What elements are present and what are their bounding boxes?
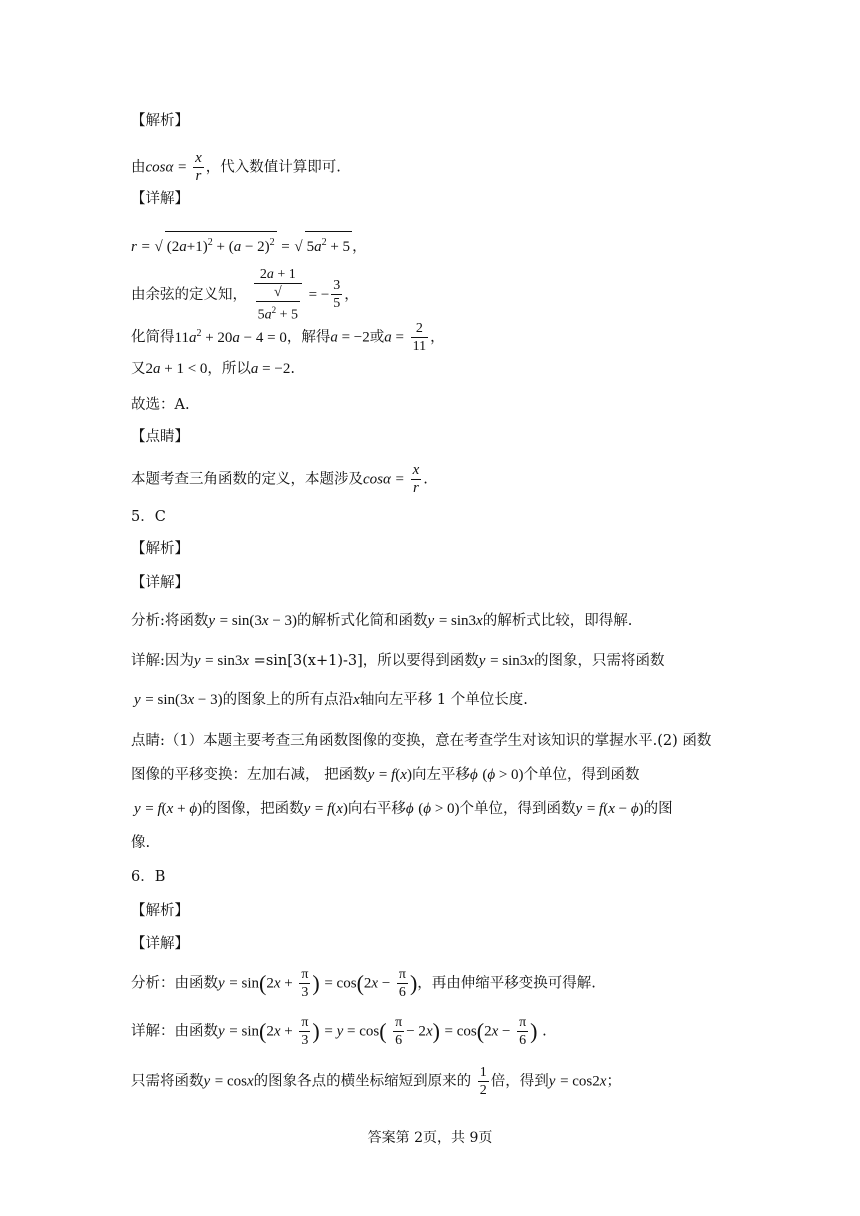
math-line: 详解：由函数y = sin(2x + $\frac{\pi}{3}$ ) = y = cos( $\frac{\pi}{6}$ − 2x) = cos(2x − $\frac{\pi}{6}$ ) . [131,1015,547,1048]
question-number: 6．B [131,869,166,885]
math-line: 只需将函数y = cosx的图象各点的横坐标缩短到原来的 $\frac{1}{2}$ 倍，得到y = cos2x； [131,1065,621,1098]
math-line: 又2a + 1 < 0，所以a = −2. [131,361,295,377]
section-label-detail: 【详解】 [131,936,189,952]
question-number: 5．C [131,509,166,525]
section-label-analysis: 【解析】 [131,903,189,919]
section-label-detail: 【详解】 [131,575,189,591]
text-line: 像. [131,835,151,851]
math-line: 由余弦的定义知， 2a + 1 √ $5a^2 + 5$ = − $\frac{3}{5}$ ， [131,267,359,323]
text-line: 分析:将函数y = sin(3x − 3)的解析式化简和函数y = sin3x的解析式比较，即得解. [131,613,633,629]
text-line: 本题考查三角函数的定义，本题涉及cosα = $\frac{x}{r}$ . [131,462,428,496]
text-line: y = sin(3x − 3)的图象上的所有点沿x轴向左平移 1 个单位长度. [134,692,528,708]
text-line: 点睛:（1）本题主要考查三角函数图像的变换，意在考查学生对该知识的掌握水平.(2) 函数 [131,733,712,749]
math-line: r = √ $(2a+1)^2 + (a - 2)^2$ = √ $5a^2 + 5$ ， [131,231,367,258]
section-label-analysis: 【解析】 [131,541,189,557]
text-line: y = f(x + ϕ)的图像，把函数y = f(x)向右平移ϕ (ϕ > 0)个单位，得到函数y = f(x − ϕ)的图 [134,801,673,817]
section-label-analysis: 【解析】 [131,113,189,129]
answer-line: 故选：A. [131,397,190,413]
section-label-comment: 【点睛】 [131,429,189,445]
page-footer: 答案第 2页，共 9页 [367,1130,493,1146]
math-line: 分析：由函数y = sin(2x + $\frac{\pi}{3}$ ) = cos(2x − $\frac{\pi}{6}$ )，再由伸缩平移变换可得解. [131,967,596,1000]
text-line: 由cosα = $\frac{x}{r}$ ，代入数值计算即可. [131,150,341,184]
text-line: 详解:因为y = sin3x =sin[3(x+1)-3]，所以要得到函数y = sin3x的图象，只需将函数 [131,653,665,669]
text-line: 图像的平移变换：左加右减， 把函数y = f(x)向左平移ϕ (ϕ > 0)个单位，得到函数 [131,767,640,783]
math-line: 化简得$11a^2 + 20a - 4 = 0$，解得a = −2或a = $\frac{2}{11}$ ， [131,321,445,354]
section-label-detail: 【详解】 [131,191,189,207]
